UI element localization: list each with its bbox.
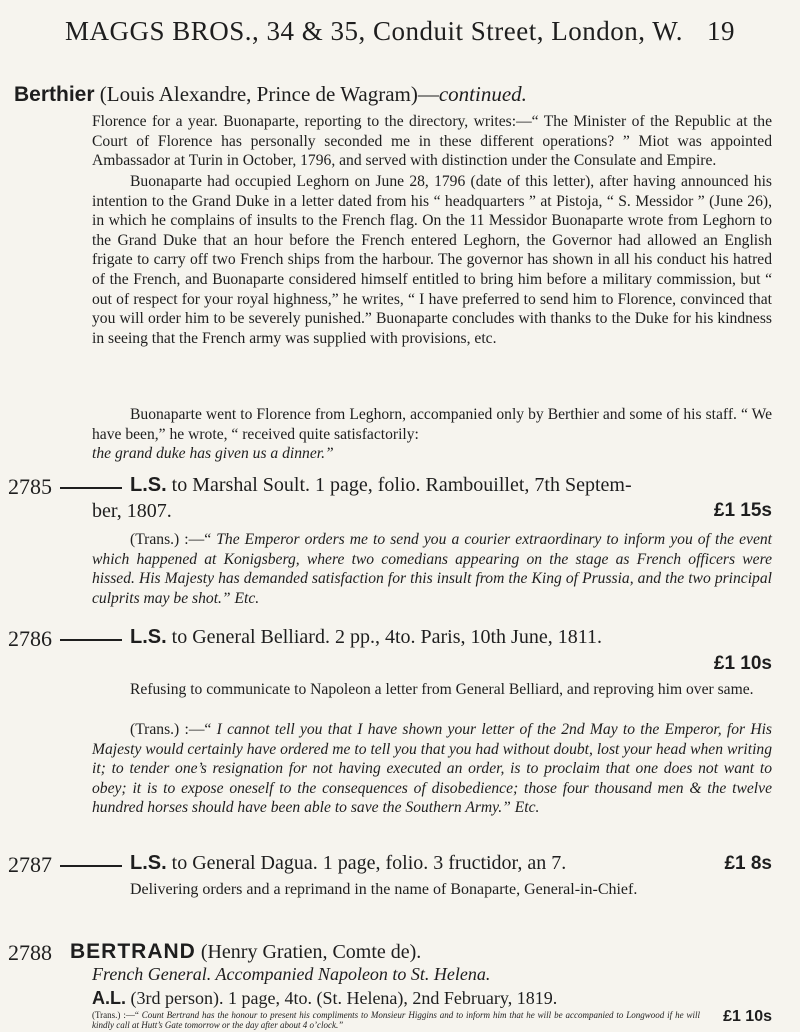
- lot-translation: (Trans.) :—“ I cannot tell you that I have shown your letter of the 2nd May to the Emperor, for His Majesty would certainly have ordered me to tell you that you had without doubt, lost your head when writing it; to tender one’s resignation for not having executed an order, is to proclaim that one does not want to obey; it is to expose oneself to the consequences of disobedience; those four thousand men & the twelve hundred horses should have been able to save the Southern Army.” Etc.: [92, 721, 773, 817]
- lot-number: 2785: [8, 474, 52, 499]
- lot-first-line: A.L. (3rd person). 1 page, 4to. (St. Helena), 2nd February, 1819.: [92, 988, 558, 1008]
- lot-price: £1 8s: [724, 853, 772, 874]
- page-number: 19: [707, 16, 736, 46]
- lot-price: £1 15s: [713, 500, 772, 521]
- lot-dash: [60, 865, 122, 867]
- berthier-para-3: Buonaparte went to Florence from Leghorn, accompanied only by Berthier and some of his staff. “ We have been,” he wrote, “ received quite satisfactorily: the grand duke has given us a dinner.”: [92, 406, 772, 463]
- lot-description: Delivering orders and a reprimand in the name of Bonaparte, General-in-Chief.: [130, 881, 638, 898]
- lot-dash: [60, 639, 122, 641]
- berthier-name: Berthier: [14, 83, 95, 106]
- lot-translation: (Trans.) :—“ Count Bertrand has the honour to present his compliments to Monsieur Higgins and to inform him that he will be accompanied to Longwood if he will kindly call at Hutt’s Gate tomorrow or the day after about 4 o’clock.”: [92, 1010, 700, 1030]
- lot-heading: [70, 940, 772, 964]
- lot-number: 2788: [8, 940, 52, 965]
- berthier-heading: [14, 82, 527, 107]
- lot-first-line: L.S. to General Belliard. 2 pp., 4to. Paris, 10th June, 1811.: [130, 626, 602, 648]
- lot-dash: [60, 487, 122, 489]
- lot-translation: (Trans.) :—“ The Emperor orders me to send you a courier extraordinary to inform you of the event which happened at Konigsberg, where two comedians appearing on the stage as French officers were hissed. His Majesty has demanded satisfaction for this insult from the King of Prussia, and the two principal culprits may be shot.” Etc.: [92, 531, 772, 607]
- lot-first-line: L.S. to General Dagua. 1 page, folio. 3 fructidor, an 7.: [130, 852, 567, 874]
- header-title: MAGGS BROS., 34 & 35, Conduit Street, London, W.: [64, 16, 684, 46]
- lot-price: £1 10s: [713, 653, 772, 674]
- page-header: [0, 16, 800, 47]
- lot-description: Refusing to communicate to Napoleon a letter from General Belliard, and reproving him over same.: [130, 681, 754, 698]
- bertrand-name: BERTRAND: [70, 940, 196, 963]
- lot-first-line: L.S. to Marshal Soult. 1 page, folio. Rambouillet, 7th Septem-: [130, 474, 632, 496]
- berthier-para-2: Buonaparte had occupied Leghorn on June 28, 1796 (date of this letter), after having announced his intention to the Grand Duke in a letter dated from his “ headquarters ” at Pistoja, “ S. Messidor ” (June 26), in which he complains of insults to the French flag. On the 11 Messidor Buonaparte wrote from Leghorn to the Grand Duke that an hour before the French entered Leghorn, the Governor had allowed an English frigate to carry off two French ships from the harbour. The governor has shown in all his conduct his hatred of the French, and Buonaparte considered himself entitled to bring him before a military commission, but “ out of respect for your royal highness,” he writes, “ I have preferred to send him to Florence, convinced that you will order him to be severely punished.” Buonaparte concludes with thanks to the Duke for his kindness in seeing that the French army was supplied with provisions, etc.: [92, 173, 772, 347]
- berthier-title: (Louis Alexandre, Prince de Wagram)—: [99, 82, 439, 106]
- berthier-para-1: Florence for a year. Buonaparte, reporting to the directory, writes:—“ The Minister of the Republic at the Court of Florence has personally seconded me in these different operations? ” Miot was appointed Ambassador at Turin in October, 1796, and served with distinction under the Consulate and Empire.: [92, 113, 772, 170]
- lot-number: 2786: [8, 626, 52, 651]
- bertrand-role: French General. Accompanied Napoleon to St. Helena.: [92, 964, 491, 984]
- lot-second-line: ber, 1807.: [92, 500, 172, 522]
- berthier-continued: continued.: [438, 82, 527, 106]
- bertrand-title: (Henry Gratien, Comte de).: [200, 941, 422, 963]
- lot-number: 2787: [8, 852, 52, 877]
- lot-price: £1 10s: [723, 1008, 772, 1025]
